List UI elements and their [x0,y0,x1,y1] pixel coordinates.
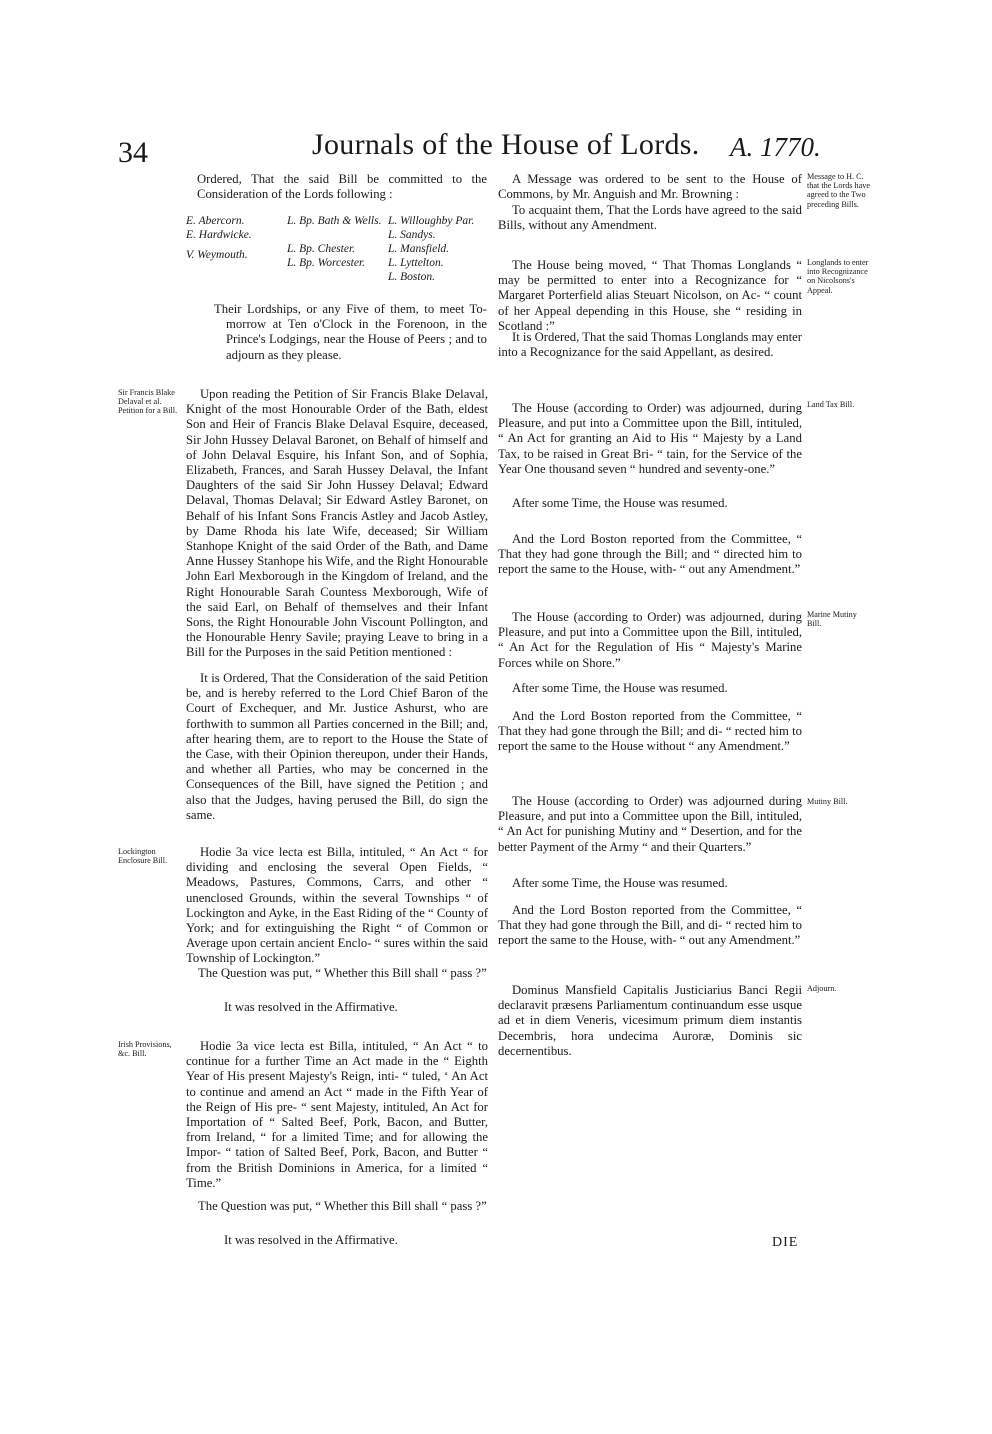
acquaint-paragraph: To acquaint them, That the Lords have agreed to the said Bills, without any Amendment. [498,203,802,233]
lord-name: L. Bp. Chester. [287,243,356,255]
committee-meeting-paragraph: Their Lordships, or any Five of them, to meet To-morrow at Ten o'Clock in the Forenoon, in the Prince's Lodgings, near the House of Peers ; and to adjourn as they please. [214,302,487,362]
marine-mutiny-committee-paragraph: The House (according to Order) was adjourned, during Pleasure, and put into a Committee upon the Bill, intituled, “ An Act for the Regulation of His “ Majesty's Marine Forces while on Shore.” [498,610,802,670]
margin-note-longlands: Longlands to enter into Recognizance on Nicolsons's Appeal. [807,258,869,295]
lords-column-2 [287,214,387,270]
resolved-affirmative-lockington: It was resolved in the Affirmative. [224,1000,398,1014]
lord-name: V. Weymouth. [186,249,248,261]
lord-name: L. Mansfield. [388,243,450,255]
margin-note-adjourn: Adjourn. [807,984,837,993]
lord-name: L. Sandys. [388,229,436,241]
petition-referred-paragraph: It is Ordered, That the Consideration of the said Petition be, and is hereby referred to the Lord Chief Baron of the Court of Exchequer, and Mr. Justice Ashurst, who are forthwith to summon all Parties concerned in the Bill; and, after hearing them, are to report to the House the State of the Case, with their Opinion thereupon, under their Hands, and whether all Parties, who may be concerned in the Consequences of the Bill, have signed the Petition ; and also that the Judges, having perused the Bill, do sign the same. [186,671,488,822]
land-tax-report-paragraph: And the Lord Boston reported from the Committee, “ That they had gone through the Bill; and “ directed him to report the same to the House, with- “ out any Amendment.” [498,532,802,577]
mutiny-report-paragraph: And the Lord Boston reported from the Committee, “ That they had gone through the Bill, and di- “ rected him to report the same to the House, with- “ out any Amendment.” [498,903,802,948]
mutiny-resumed: After some Time, the House was resumed. [512,876,728,890]
margin-note-lockington: Lockington Enclosure Bill. [118,847,168,866]
page-year: A. 1770. [730,132,821,162]
irish-provisions-bill-paragraph: Hodie 3a vice lecta est Billa, intituled, “ An Act “ to continue for a further Time an Act made in the “ Eighth Year of His present Majesty's Reign, inti- “ tuled, ‘ An Act to continue and amend an Act “ made in the Fifth Year of the Reign of His pre- “ sent Majesty, intituled, An Act for Importation of “ Salted Beef, Pork, Bacon, and Butter, from Ireland, “ for a limited Time; and for allowing the Impor- “ tation of Salted Beef, Pork, Bacon, and Butter “ from the British Dominions in America, for a limited “ Time.” [186,1039,488,1190]
lords-column-3 [388,214,492,284]
margin-note-delaval-petition: Sir Francis Blake Delaval et al. Petition for a Bill. [118,388,178,416]
order-commit-paragraph: Ordered, That the said Bill be committed to the Consideration of the Lords following : [197,172,487,202]
page-number: 34 [118,136,148,169]
question-put-irish: The Question was put, “ Whether this Bill shall “ pass ?” [198,1199,487,1213]
lord-name: L. Bp. Bath & Wells. [287,215,382,227]
lord-name: L. Boston. [388,271,435,283]
marine-mutiny-resumed: After some Time, the House was resumed. [512,681,728,695]
lord-name: L. Willoughby Par. [388,215,475,227]
lords-column-1 [186,214,282,262]
adjournment-latin-paragraph: Dominus Mansfield Capitalis Justiciarius Banci Regii declaravit præsens Parliamentum continuandum esse usque ad et in diem Veneris, vicesimum primum diem instantis Decembris, hora undecima Auroræ, Dominis sic decernentibus. [498,983,802,1058]
question-put-lockington: The Question was put, “ Whether this Bill shall “ pass ?” [198,966,487,980]
margin-note-marine-mutiny: Marine Mutiny Bill. [807,610,857,629]
marine-mutiny-report-paragraph: And the Lord Boston reported from the Committee, “ That they had gone through the Bill; and di- “ rected him to report the same to the House without “ any Amendment.” [498,709,802,754]
lord-name: E. Abercorn. [186,215,245,227]
message-commons-paragraph: A Message was ordered to be sent to the House of Commons, by Mr. Anguish and Mr. Browning : [498,172,802,202]
margin-note-irish-provisions: Irish Provisions, &c. Bill. [118,1040,172,1059]
lockington-bill-paragraph: Hodie 3a vice lecta est Billa, intituled, “ An Act “ for dividing and enclosing the several Open Fields, “ Meadows, Pastures, Commons, Carrs, and other “ unenclosed Grounds, within the several Townships “ of Lockington and Ayke, in the East Riding of the “ County of York; and for extinguishing the Right “ of Common or Average upon certain ancient Enclo- “ sures within the said Township of Lockington.” [186,845,488,966]
margin-note-message: Message to H. C. that the Lords have agreed to the Two preceding Bills. [807,172,870,209]
land-tax-committee-paragraph: The House (according to Order) was adjourned, during Pleasure, and put into a Committee upon the Bill, intituled, “ An Act for granting an Aid to His “ Majesty by a Land Tax, to be raised in Great Bri- “ tain, for the Service of the Year One thousand seven “ hundred and seventy-one.” [498,401,802,476]
lord-name: L. Lyttelton. [388,257,444,269]
resolved-affirmative-irish: It was resolved in the Affirmative. [224,1233,398,1247]
longlands-ordered-paragraph: It is Ordered, That the said Thomas Longlands may enter into a Recognizance for the said Appellant, as desired. [498,330,802,360]
margin-note-land-tax: Land Tax Bill. [807,400,855,409]
catchword: DIE [772,1235,799,1250]
lord-name: L. Bp. Worcester. [287,257,366,269]
page-title: Journals of the House of Lords. [312,128,700,161]
mutiny-committee-paragraph: The House (according to Order) was adjourned during Pleasure, and put into a Committee upon the Bill, intituled, “ An Act for punishing Mutiny and “ Desertion, and for the better Payment of the Army “ and their Quarters.” [498,794,802,854]
land-tax-resumed: After some Time, the House was resumed. [512,496,728,510]
longlands-motion-paragraph: The House being moved, “ That Thomas Longlands “ may be permitted to enter into a Recognizance for “ Margaret Porterfield alias Steuart Nicolson, on Ac- “ count of her Appeal depending in this House, she “ residing in Scotland :” [498,258,802,333]
delaval-petition-paragraph: Upon reading the Petition of Sir Francis Blake Delaval, Knight of the most Honourable Order of the Bath, eldest Son and Heir of Francis Blake Delaval Esquire, deceased, Sir John Hussey Delaval Baronet, on Behalf of himself and of John Delaval Esquire, his Infant Son, and of Sophia, Elizabeth, Frances, and Sarah Hussey Delaval, the Infant Daughters of the said Sir John Hussey Delaval; Edward Delaval, Thomas Delaval; Sir Edward Astley Baronet, on Behalf of his Infant Sons Francis Astley and Jacob Astley, by Dame Rhoda his late Wife, deceased; Sir William Stanhope Knight of the said Order of the Bath, and Dame Anne Hussey Stanhope his Wife, and the Right Honourable John Earl Mexborough in the Kingdom of Ireland, and the Right Honourable Sarah Countess Mexborough, Wife of the said Earl, on Behalf of themselves and their Infant Sons, the Right Honourable John Viscount Pollington, and the Honourable Henry Savile; praying Leave to bring in a Bill for the Purposes in the said Petition mentioned : [186,387,488,660]
margin-note-mutiny: Mutiny Bill. [807,797,848,806]
lord-name: E. Hardwicke. [186,229,252,241]
